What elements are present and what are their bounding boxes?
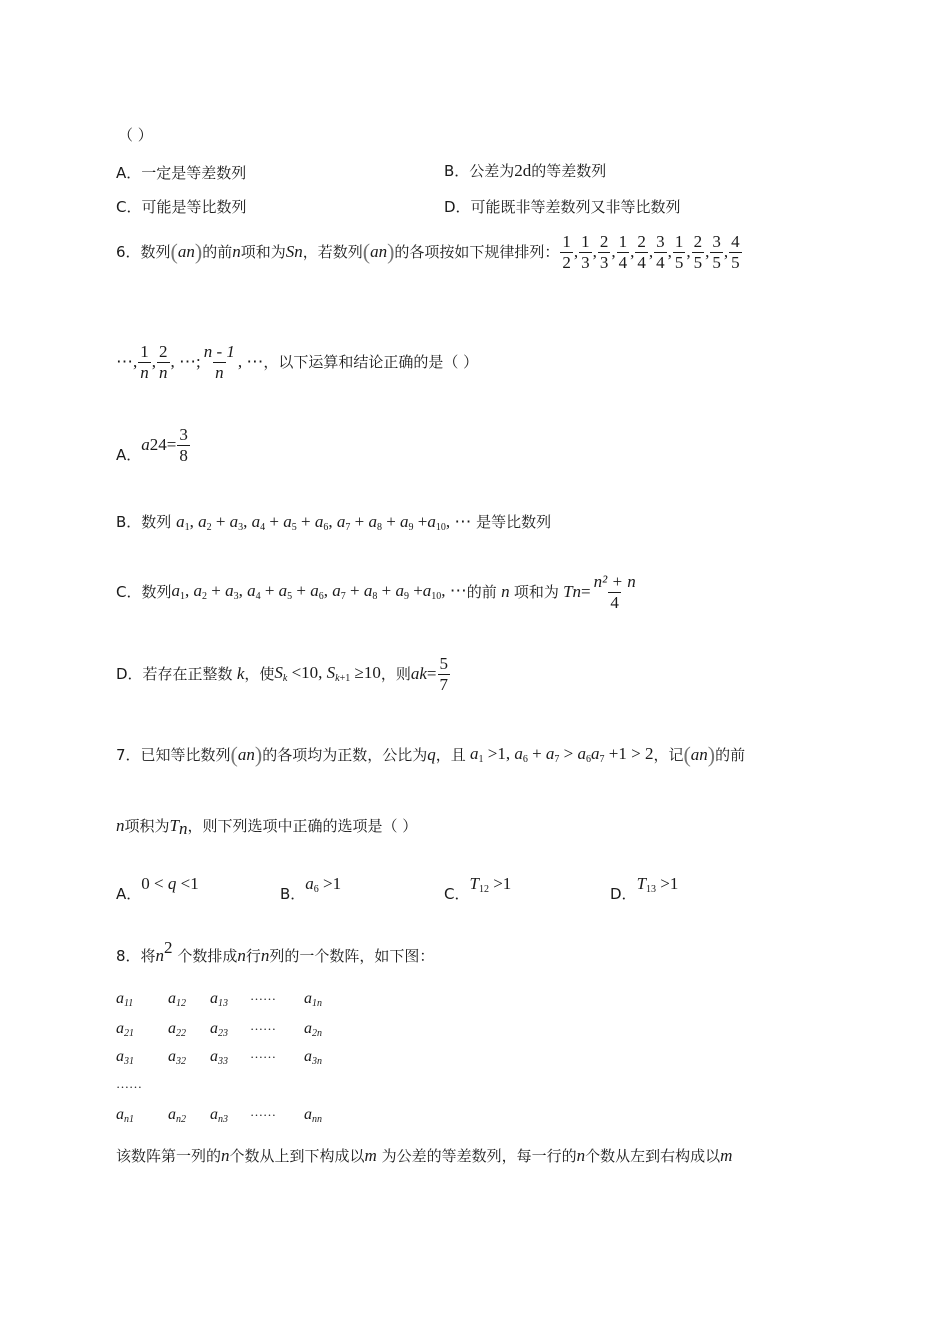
matrix-entry: $a_{12}$ xyxy=(168,990,186,1009)
q6-option-c: C．数列 $a_1$, $a_2 + a_3$, $a_4 + a_5 + a_6$, $a_7 + a_8 + a_9 +a_{10}$, ⋯ 的前 n 项和为 T n = $\frac{\text{n² + n}}{4}$ xyxy=(116,572,636,612)
matrix-entry: $a_{32}$ xyxy=(168,1048,186,1067)
matrix-hdots: …… xyxy=(250,1104,276,1119)
q6-frac: $\frac{1}{5}$ xyxy=(674,232,684,272)
matrix-entry: $a_{21}$ xyxy=(116,1020,134,1039)
matrix-hdots: …… xyxy=(250,988,276,1003)
matrix-entry: $a_{33}$ xyxy=(210,1048,228,1067)
q8-last-line: 该数阵第一列的n个数从上到下构成以m 为公差的等差数列，每一行的n个数从左到右构成以m xyxy=(116,1146,733,1165)
matrix-entry: $a_{22}$ xyxy=(168,1020,186,1039)
matrix-hdots: …… xyxy=(250,1046,276,1061)
matrix-entry: $a_{n1}$ xyxy=(116,1106,134,1125)
q6-frac: $\frac{2}{4}$ xyxy=(637,232,646,272)
q5-option-b: B．公差为2d的等差数列 xyxy=(444,161,607,180)
q6-option-a: A． a 24 = $\frac{3}{8}$ xyxy=(116,425,188,465)
matrix-entry: $a_{n2}$ xyxy=(168,1106,186,1125)
q6-stem-cont: ⋯, $\frac{1}{n}$ , $\frac{2}{n}$ , ⋯; $\frac{n - 1}{n}$ , ⋯ ，以下运算和结论正确的是（ ） xyxy=(116,342,479,382)
matrix-entry: $a_{13}$ xyxy=(210,990,228,1009)
q6-option-d: D．若存在正整数 k ，使 $S_k <10$, $S_{k+1} \ge 10$ ，则 a k = $\frac{5}{7}$ xyxy=(116,654,449,694)
q6-frac: $\frac{1}{2}$ xyxy=(562,232,571,272)
matrix-entry: $a_{31}$ xyxy=(116,1048,134,1067)
q5-option-d: D．可能既非等差数列又非等比数列 xyxy=(444,198,681,216)
q6-frac: $\frac{4}{5}$ xyxy=(731,232,740,272)
q7-option-a: A．0 < q <1 xyxy=(116,874,199,903)
q6-frac: $\frac{2}{3}$ xyxy=(599,232,609,272)
q5-option-c: C．可能是等比数列 xyxy=(116,198,247,216)
q7-stem-cont: n项积为$T_n$，则下列选项中正确的选项是（ ） xyxy=(116,816,418,838)
q6-frac: $\frac{1}{4}$ xyxy=(618,232,628,272)
q6-frac: $\frac{2}{5}$ xyxy=(693,232,703,272)
matrix-entry: $a_{n3}$ xyxy=(210,1106,228,1125)
q6-frac: $\frac{1}{3}$ xyxy=(581,232,590,272)
q7-option-b: B．$a_6 >1$ xyxy=(280,874,342,903)
matrix-entry: $a_{2n}$ xyxy=(304,1020,322,1039)
q8-matrix-vdots: …… xyxy=(116,1076,142,1091)
q6-option-b: B．数列 $a_1$, $a_2 + a_3$, $a_4 + a_5 + a_6$, $a_7 + a_8 + a_9 +a_{10}$, ⋯ 是等比数列 xyxy=(116,512,552,533)
matrix-entry: $a_{nn}$ xyxy=(304,1106,322,1125)
matrix-entry: $a_{3n}$ xyxy=(304,1048,322,1067)
q6-stem: 6．数列 ( a n ) 的前 n 项和为 S n ，若数列 ( a n ) 的各项按如下规律排列： $\frac{1}{2}$ , $\frac{1}{3}$ , $\frac{2}{3}$ , $\frac{1}{4}$ , $\frac{2}{4}$ , $\frac{3}{4}$ , $\frac{1}{5}$ , $\frac{2}{5}$ , $\frac{3}{5}$ , $\frac{4}{5}$ xyxy=(116,232,743,272)
matrix-entry: $a_{23}$ xyxy=(210,1020,228,1039)
matrix-hdots: …… xyxy=(250,1018,276,1033)
q6-sequence-fractions: $\frac{1}{2}$ , $\frac{1}{3}$ , $\frac{2}{3}$ , $\frac{1}{4}$ , $\frac{2}{4}$ , $\frac{3}{4}$ , $\frac{1}{5}$ , $\frac{2}{5}$ , $\frac{3}{5}$ , $\frac{4}{5}$ xyxy=(562,232,740,272)
matrix-entry: $a_{11}$ xyxy=(116,990,134,1009)
q6-frac: $\frac{3}{4}$ xyxy=(656,232,665,272)
q8-stem: 8．将$n^2$ 个数排成n行n列的一个数阵，如下图： xyxy=(116,938,435,965)
q7-option-c: C．$T_{12} >1$ xyxy=(444,874,512,903)
q7-option-d: D．$T_{13} >1$ xyxy=(610,874,679,903)
q6-frac: $\frac{3}{5}$ xyxy=(712,232,721,272)
q5-option-a: A．一定是等差数列 xyxy=(116,164,247,182)
matrix-entry: $a_{1n}$ xyxy=(304,990,322,1009)
q5-paren: （ ） xyxy=(118,126,153,144)
q7-stem: 7．已知等比数列 ( a n ) 的各项均为正数，公比为 q ，且 $a_1 >1$, $a_6 + a_7 > a_6a_7 +1 > 2$ ，记 ( a n ) 的前 xyxy=(116,742,746,767)
